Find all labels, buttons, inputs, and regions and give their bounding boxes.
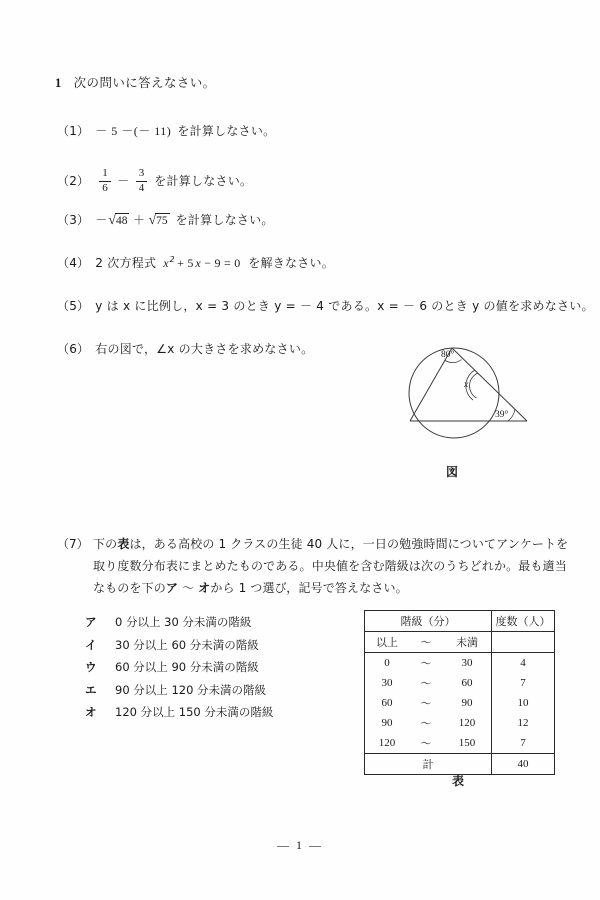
q7-line3-b: から 1 つ選び，記号で答えなさい。 [210,581,408,595]
table-caption: 表 [452,774,465,788]
header-frequency: 度数（人） [492,611,555,632]
angle-arc-39 [508,409,515,421]
q7-line3-bold-a: ア [165,581,179,595]
subheader-low: 以上 [365,632,410,653]
header-class: 階級（分） [365,611,492,632]
cell-frequency: 7 [492,733,555,754]
answer-choices [85,611,273,724]
question-2-text: を計算しなさい。 [154,174,253,189]
fraction-three-quarters [136,168,148,194]
cell-class-high: 30 [443,653,492,674]
fraction-numerator: 1 [102,167,108,179]
choice-a[interactable] [85,611,273,634]
radicand: 75 [156,215,168,227]
choice-o[interactable] [85,701,273,724]
equals-sign: = [224,256,231,270]
cell-class-low: 120 [365,733,410,754]
question-1-label: （1） [57,124,90,138]
variable-x: x [195,256,201,270]
circle-geometry-figure [385,330,560,455]
question-6-text: 右の図で，∠x の大きさを求めなさい。 [95,342,314,356]
total-value: 40 [492,754,555,775]
cell-tilde: ～ [420,678,432,690]
section-heading [55,73,216,91]
question-7 [57,533,569,599]
cell-class-low: 60 [365,693,410,713]
choice-i[interactable] [85,634,273,657]
page-number: — 1 — [277,838,323,852]
choice-text: 60 分以上 90 分未満の階級 [115,660,259,674]
subheader-frequency-blank [492,632,555,653]
question-5-text: y は x に比例し，x = 3 のとき y = － 4 である。x = － 6 のとき y の値を求めなさい。 [95,299,594,313]
choice-mark: エ [85,682,97,697]
fraction-one-sixth [99,168,111,194]
cell-class-high: 120 [443,713,492,733]
figure-caption: 図 [446,465,459,479]
angle-label-80: 80° [441,350,455,360]
table-row [365,673,555,693]
question-2 [57,169,252,195]
question-6-label: （6） [57,342,90,356]
cell-tilde: ～ [409,733,443,754]
q7-line1-a: 下の [93,537,118,551]
table-row [365,733,555,754]
cell-class-low: 90 [365,713,410,733]
q7-line1-b: は，ある高校の 1 クラスの生徒 40 人に，一日の勉強時間についてアンケートを [129,537,569,551]
choice-mark: イ [85,637,97,652]
section-instruction: 次の問いに答えなさい。 [73,75,216,90]
q7-line3-mid: ～ [178,581,199,595]
choice-text: 30 分以上 60 分未満の階級 [115,637,259,652]
question-4 [57,256,334,270]
leading-minus: － [95,213,108,228]
table-subheader-row [365,632,555,653]
minus-sign: − [204,256,212,270]
question-7-line-2: 取り度数分布表にまとめたものである。中央値を含む階級は次のうちどれか。最も適当 [93,559,567,573]
fraction-denominator: 6 [99,181,111,195]
question-7-line-1 [93,533,569,555]
choice-mark: ウ [85,660,97,674]
cell-frequency: 4 [492,653,555,674]
question-3-label: （3） [57,213,90,228]
angle-label-39: 39° [495,410,509,420]
subheader-tilde: ～ [409,632,443,653]
table-row [365,693,555,713]
question-1-expression: － 5 －(－ 11) [95,124,172,138]
choice-mark: オ [85,705,97,719]
question-7-line-3 [93,577,557,599]
radical-sign-icon: √ [148,213,157,228]
angle-arc-x-inner [469,373,478,398]
cell-tilde: ～ [420,718,432,730]
question-5 [57,300,594,313]
question-3 [57,213,274,228]
question-1 [57,125,275,138]
total-label: 計 [365,754,492,775]
choice-text: 90 分以上 120 分未満の階級 [115,682,267,697]
frequency-table-container [364,610,555,775]
angle-label-x: x [464,380,469,390]
cell-class-high: 150 [443,733,492,754]
square-root-48 [108,213,129,228]
circle-shape [409,348,499,438]
minus-operator: － [117,174,130,189]
question-6 [57,343,313,356]
choice-text: 0 分以上 30 分未満の階級 [115,615,252,629]
radical-sign-icon: √ [108,213,116,228]
choice-mark: ア [85,615,97,629]
table-row [365,653,555,674]
cell-class-low: 0 [365,653,410,674]
q7-line3-bold-o: オ [198,581,211,595]
question-4-prefix: 2 次方程式 [95,255,157,270]
section-number: 1 [55,76,62,90]
cell-class-high: 90 [443,693,492,713]
question-2-label: （2） [57,174,90,189]
fraction-denominator: 4 [136,181,148,195]
exponent-2: 2 [169,255,175,264]
question-4-text: を解きなさい。 [248,255,335,270]
table-header-row [365,611,555,632]
question-4-equation [162,256,241,270]
question-1-text: を計算しなさい。 [177,124,276,138]
square-root-75 [148,213,169,228]
question-4-label: （4） [57,255,90,270]
choice-u[interactable] [85,656,273,679]
choice-e[interactable] [85,679,273,702]
question-5-label: （5） [57,299,90,313]
cell-tilde: ～ [420,658,432,670]
subheader-high: 未満 [443,632,492,653]
table-row [365,713,555,733]
cell-class-low: 30 [365,673,410,693]
choice-text: 120 分以上 150 分未満の階級 [115,705,274,719]
question-7-body [93,533,569,599]
cell-class-high: 60 [443,673,492,693]
coefficient-5: 5 [187,256,194,270]
zero: 0 [234,256,241,270]
cell-frequency: 10 [492,693,555,713]
plus-sign: + [177,256,184,270]
plus-operator: ＋ [132,213,145,228]
cell-frequency: 7 [492,673,555,693]
cell-frequency: 12 [492,713,555,733]
q7-line3-a: なものを下の [93,581,166,595]
question-3-text: を計算しなさい。 [175,213,274,228]
cell-tilde: ～ [420,698,432,710]
q7-line1-bold-table: 表 [117,537,130,551]
frequency-distribution-table [364,610,555,775]
constant-9: 9 [214,256,221,270]
variable-x: x [163,256,169,270]
fraction-numerator: 3 [138,167,145,179]
radicand: 48 [115,215,128,227]
question-7-label: （7） [57,537,89,551]
